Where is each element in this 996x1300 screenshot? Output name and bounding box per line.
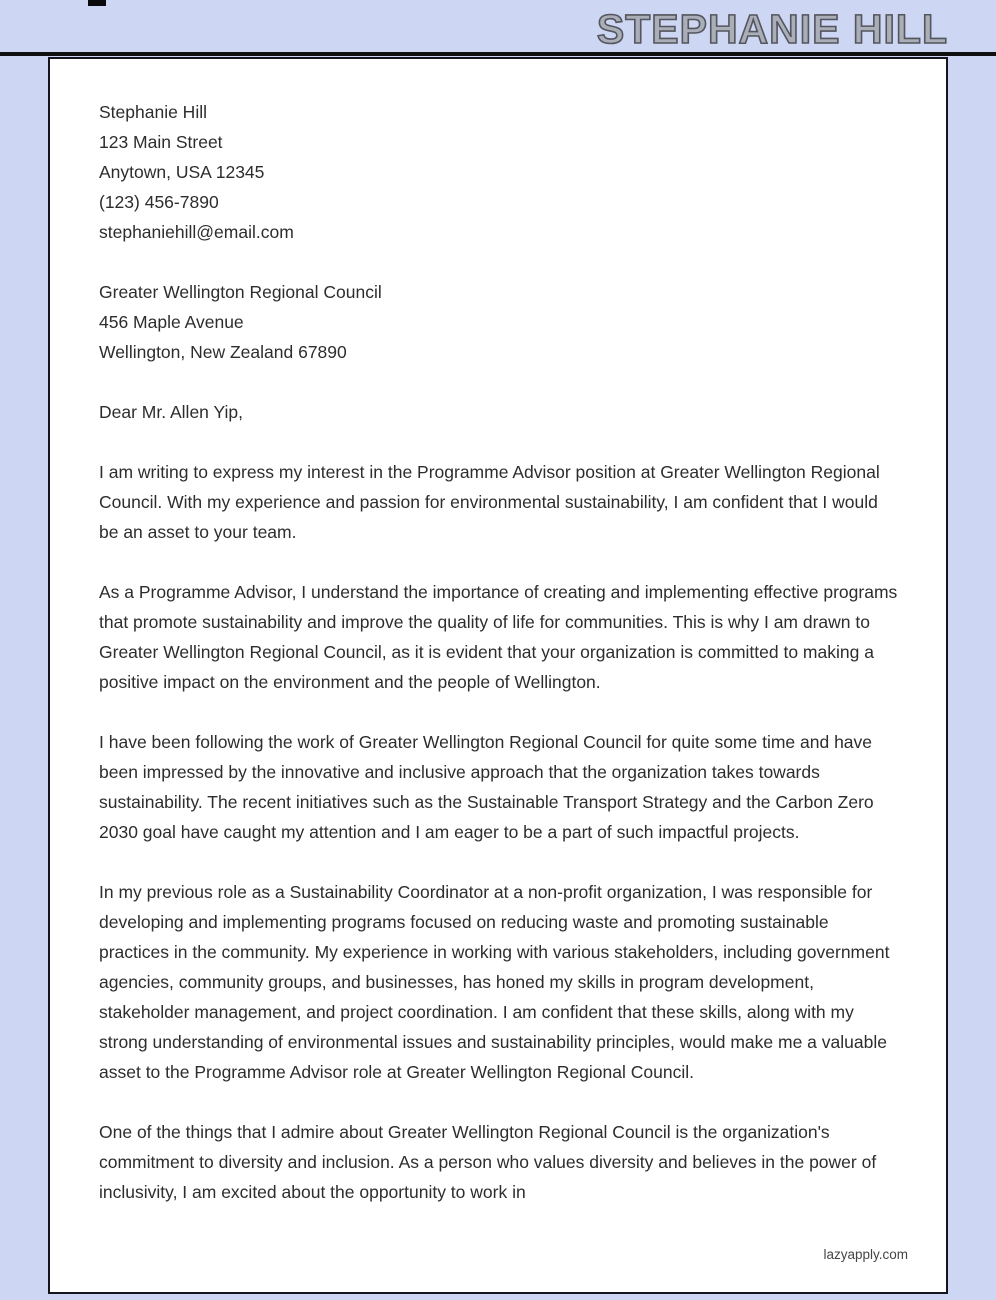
- sender-phone: (123) 456-7890: [99, 192, 219, 212]
- lazyapply-watermark: lazyapply.com: [823, 1247, 908, 1262]
- paragraph-3: I have been following the work of Greater Wellington Regional Council for quite some time and have been impressed by the innovative and inclusive approach that the organization takes towards sustainability. The recent initiatives such as the Sustainable Transport Strategy and the Carbon Zero 2030 goal have caught my attention and I am eager to be a part of such impactful projects.: [99, 732, 874, 842]
- letter-page: [48, 57, 948, 1294]
- paragraph-1: I am writing to express my interest in the Programme Advisor position at Greater Wellington Regional Council. With my experience and passion for environmental sustainability, I am confident that I would be an asset to your team.: [99, 462, 880, 542]
- letterhead: [0, 0, 996, 52]
- sender-address-block: [99, 97, 898, 247]
- sender-email: stephaniehill@email.com: [99, 222, 294, 242]
- header-divider: [0, 52, 996, 56]
- recipient-street: 456 Maple Avenue: [99, 312, 244, 332]
- paragraph-5: One of the things that I admire about Greater Wellington Regional Council is the organization's commitment to diversity and inclusion. As a person who values diversity and believes in the power of inclusivity, I am excited about the opportunity to work in: [99, 1122, 877, 1202]
- salutation-text: Dear Mr. Allen Yip,: [99, 402, 243, 422]
- recipient-name: Greater Wellington Regional Council: [99, 282, 382, 302]
- letter-body: [50, 59, 946, 1207]
- recipient-city: Wellington, New Zealand 67890: [99, 342, 347, 362]
- letterhead-name: STEPHANIE HILL: [596, 6, 948, 52]
- sender-street: 123 Main Street: [99, 132, 223, 152]
- paragraph-2: As a Programme Advisor, I understand the importance of creating and implementing effective programs that promote sustainability and improve the quality of life for communities. This is why I am drawn to Greater Wellington Regional Council, as it is evident that your organization is committed to making a positive impact on the environment and the people of Wellington.: [99, 582, 898, 692]
- paragraph-4: In my previous role as a Sustainability Coordinator at a non-profit organization, I was responsible for developing and implementing programs focused on reducing waste and promoting sustainable practices in the community. My experience in working with various stakeholders, including government agencies, community groups, and businesses, has honed my skills in program development, stakeholder management, and project coordination. I am confident that these skills, along with my strong understanding of environmental issues and sustainability principles, would make me a valuable asset to the Programme Advisor role at Greater Wellington Regional Council.: [99, 882, 890, 1082]
- recipient-address-block: [99, 277, 898, 367]
- sender-name: Stephanie Hill: [99, 102, 207, 122]
- sender-city: Anytown, USA 12345: [99, 162, 265, 182]
- salutation: [99, 397, 898, 427]
